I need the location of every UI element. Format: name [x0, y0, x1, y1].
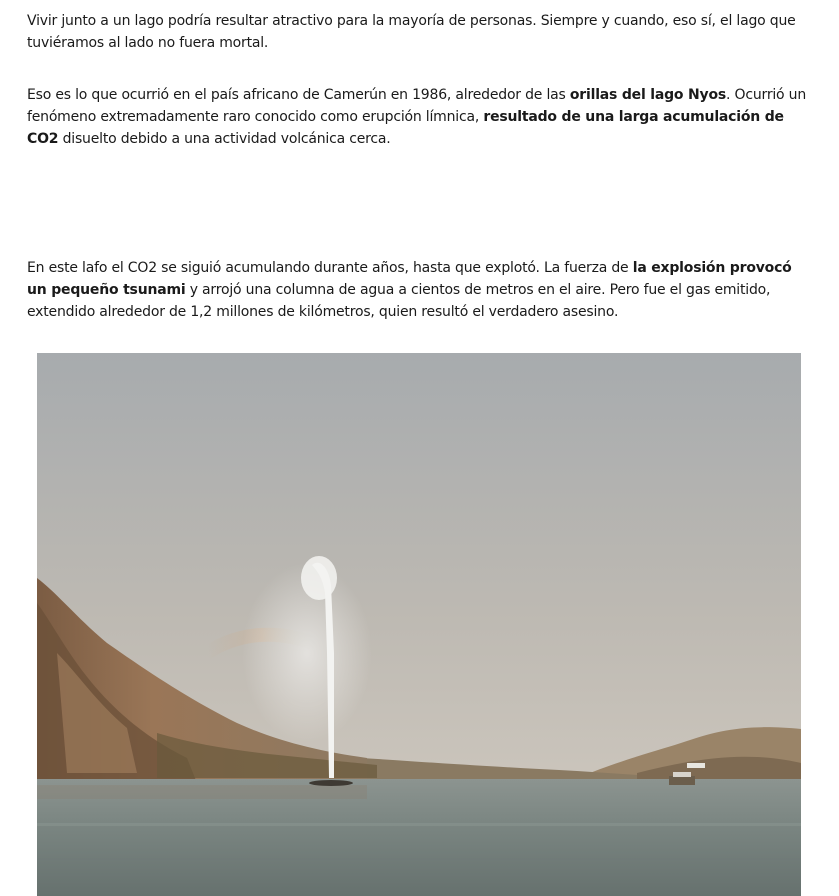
distant-building — [687, 763, 705, 768]
paragraph-text: En este lafo el CO2 se siguió acumulando durante años, hasta que explotó. La fuerza de — [27, 260, 633, 276]
paragraph-text: disuelto debido a una actividad volcánica cerca. — [58, 131, 391, 147]
paragraph-cameroon — [27, 84, 807, 150]
bold-phrase-co2-accumulation: resultado de una larga acumulación de CO2 — [27, 109, 784, 147]
paragraph-text: Eso es lo que ocurrió en el país africano de Camerún en 1986, alrededor de las — [27, 87, 570, 103]
spray-cloud — [301, 556, 337, 600]
paragraph-text: Vivir junto a un lago podría resultar atractivo para la mayoría de personas. Siempre y cuando, eso sí, el lago que tuviéramos al lado no fuera mortal. — [27, 13, 796, 51]
paragraph-intro — [27, 10, 807, 54]
paragraph-explosion — [27, 257, 807, 323]
paragraph-text: y arrojó una columna de agua a cientos de metros en el aire. Pero fue el gas emitido, extendido alrededor de 1,2 millones de kilómetros, quien resultó el verdadero asesino. — [27, 282, 771, 320]
bold-phrase-lake-nyos: orillas del lago Nyos — [569, 87, 727, 103]
lake-reflection — [37, 785, 367, 799]
raft-cabin — [673, 772, 691, 777]
lake-photo — [37, 353, 801, 896]
lake-ripple — [37, 858, 801, 860]
lake-nyos-illustration — [37, 353, 801, 896]
raft — [669, 776, 695, 785]
bold-phrase-tsunami: la explosión provocó un pequeño tsunami — [27, 260, 792, 298]
lake-ripple — [37, 823, 801, 826]
paragraph-text: . Ocurrió un fenómeno extremadamente raro conocido como erupción límnica, — [27, 87, 807, 125]
jet-base — [309, 780, 353, 786]
